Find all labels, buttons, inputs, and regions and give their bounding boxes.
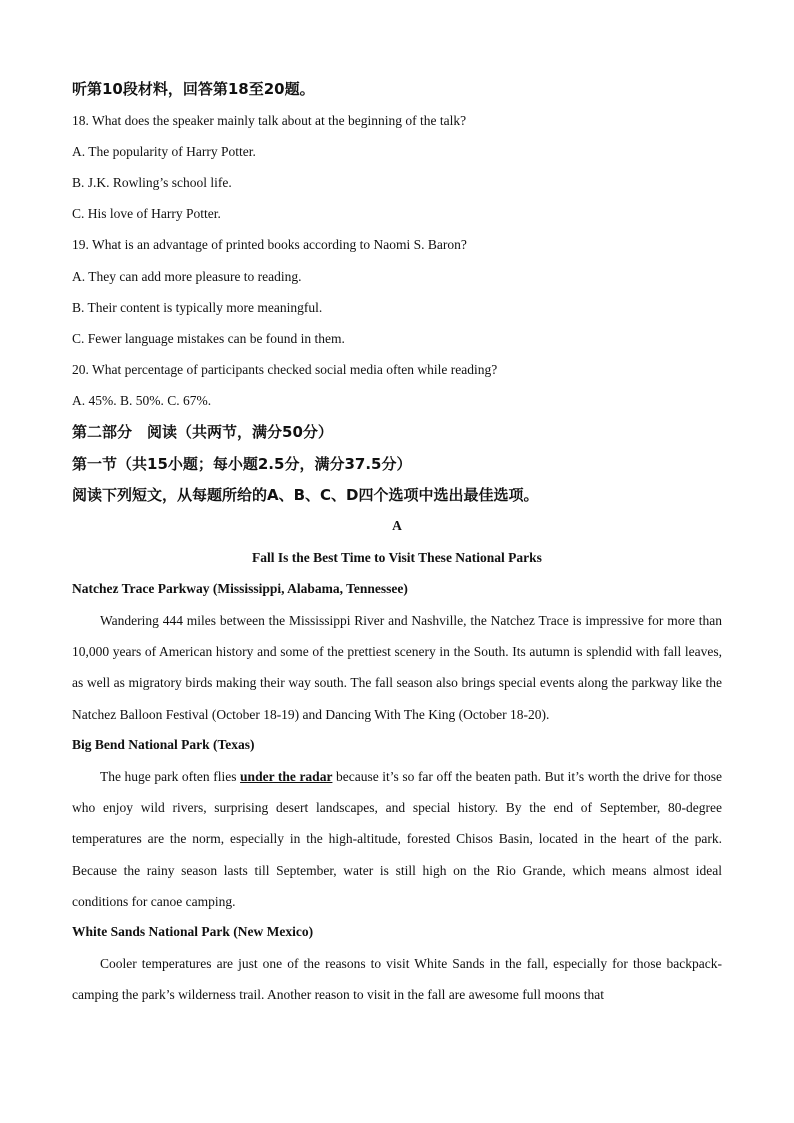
question-18-stem: 18. What does the speaker mainly talk about at the beginning of the talk? bbox=[72, 113, 467, 128]
question-18-option-b: B. J.K. Rowling’s school life. bbox=[72, 175, 232, 190]
underlined-phrase: under the radar bbox=[240, 769, 333, 784]
reading-instruction: 阅读下列短文，从每题所给的A、B、C、D四个选项中选出最佳选项。 bbox=[72, 486, 539, 504]
question-20-options: A. 45%. B. 50%. C. 67%. bbox=[72, 393, 212, 408]
passage-letter: A bbox=[392, 518, 402, 533]
big-bend-text-before: The huge park often flies bbox=[100, 769, 241, 784]
question-19-option-a: A. They can add more pleasure to reading. bbox=[72, 269, 302, 284]
question-20-stem: 20. What percentage of participants checked social media often while reading? bbox=[72, 362, 498, 377]
park-body-big-bend bbox=[72, 761, 722, 917]
park-heading-big-bend: Big Bend National Park (Texas) bbox=[72, 737, 255, 752]
park-heading-white-sands: White Sands National Park (New Mexico) bbox=[72, 924, 314, 939]
question-19-stem: 19. What is an advantage of printed books according to Naomi S. Baron? bbox=[72, 237, 467, 252]
question-18-option-c: C. His love of Harry Potter. bbox=[72, 206, 221, 221]
park-body-white-sands: Cooler temperatures are just one of the reasons to visit White Sands in the fall, especially for those backpack-camping the park’s wilderness trail. Another reason to visit in the fall are awesome full moons that bbox=[72, 956, 722, 1003]
passage-title: Fall Is the Best Time to Visit These National Parks bbox=[252, 550, 542, 565]
question-19-option-c: C. Fewer language mistakes can be found in them. bbox=[72, 331, 345, 346]
park-body-natchez: Wandering 444 miles between the Mississippi River and Nashville, the Natchez Trace is impressive for more than 10,000 years of American history and some of the prettiest scenery in the South. Its autumn is splendid with fall leaves, as well as migratory birds making their way south. The fall season also brings special events along the parkway like the Natchez Balloon Festival (October 18-19) and Dancing With The King (October 18-20). bbox=[72, 613, 722, 722]
section-intro: 听第10段材料，回答第18至20题。 bbox=[72, 80, 315, 98]
section-one-heading: 第一节（共15小题；每小题2.5分，满分37.5分） bbox=[72, 455, 412, 473]
park-heading-natchez: Natchez Trace Parkway (Mississippi, Alabama, Tennessee) bbox=[72, 581, 408, 596]
part-two-heading: 第二部分 阅读（共两节，满分50分） bbox=[72, 423, 333, 441]
big-bend-text-after: because it’s so far off the beaten path. But it’s worth the drive for those who enjoy wild rivers, surprising desert landscapes, and special history. By the end of September, 80-degree temperatures are the norm, especially in the high-altitude, forested Chisos Basin, located in the heart of the park. Because the rainy season lasts till September, water is still high on the Rio Grande, which means almost ideal conditions for canoe camping. bbox=[72, 769, 722, 909]
question-19-option-b: B. Their content is typically more meaningful. bbox=[72, 300, 323, 315]
question-18-option-a: A. The popularity of Harry Potter. bbox=[72, 144, 256, 159]
